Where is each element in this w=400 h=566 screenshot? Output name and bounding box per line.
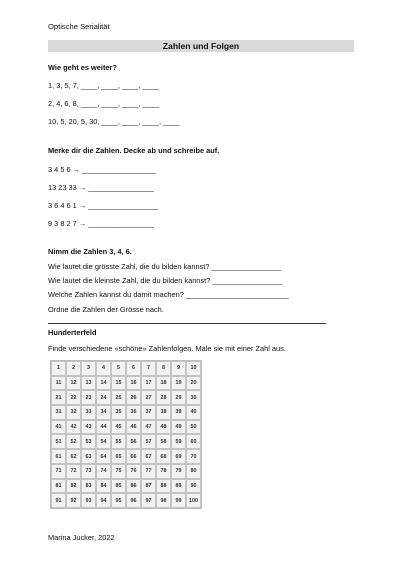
hundred-field-cell[interactable]: 28	[156, 390, 171, 405]
question-line: Wie lautet die kleinste Zahl, die du bilden kannst? _________________	[48, 276, 283, 285]
hundred-field-cell[interactable]: 89	[171, 479, 186, 494]
hundred-field-cell[interactable]: 10	[186, 361, 201, 376]
hundred-field-cell[interactable]: 15	[111, 376, 126, 391]
hundred-field-cell[interactable]: 93	[81, 493, 96, 508]
hundred-field-cell[interactable]: 99	[171, 493, 186, 508]
hundred-field-cell[interactable]: 11	[51, 376, 66, 391]
page-title: Zahlen und Folgen	[162, 41, 240, 51]
memory-item: 13 23 33 → ________________	[48, 183, 155, 192]
hundred-field-cell[interactable]: 71	[51, 464, 66, 479]
hundred-field-cell[interactable]: 53	[81, 434, 96, 449]
hundred-field-cell[interactable]: 32	[66, 405, 81, 420]
hundred-field-cell[interactable]: 60	[186, 434, 201, 449]
hundred-field-cell[interactable]: 12	[66, 376, 81, 391]
memory-item: 9 3 8 2 7 → ________________	[48, 219, 155, 228]
hundred-field-cell[interactable]: 4	[96, 361, 111, 376]
hundred-field-cell[interactable]: 75	[111, 464, 126, 479]
hundred-field-cell[interactable]: 84	[96, 479, 111, 494]
hundred-field-cell[interactable]: 2	[66, 361, 81, 376]
hundred-field-cell[interactable]: 97	[141, 493, 156, 508]
hundred-field-cell[interactable]: 48	[156, 420, 171, 435]
hundred-field-cell[interactable]: 42	[66, 420, 81, 435]
hundred-field-cell[interactable]: 40	[186, 405, 201, 420]
hundred-field-cell[interactable]: 7	[141, 361, 156, 376]
memory-item: 3 6 4 6 1 → _________________	[48, 201, 159, 210]
hundred-field-cell[interactable]: 50	[186, 420, 201, 435]
hundred-field-cell[interactable]: 64	[96, 449, 111, 464]
hundred-field-cell[interactable]: 61	[51, 449, 66, 464]
hundred-field-cell[interactable]: 20	[186, 376, 201, 391]
hundred-field-cell[interactable]: 14	[96, 376, 111, 391]
hundred-field-cell[interactable]: 34	[96, 405, 111, 420]
hundred-field-cell[interactable]: 65	[111, 449, 126, 464]
section-heading-hundred-field: Hunderterfeld	[48, 328, 97, 337]
document-header: Optische Serialität	[48, 22, 110, 31]
hundred-field-cell[interactable]: 95	[111, 493, 126, 508]
question-line: Ordne die Zahlen der Grösse nach.	[48, 305, 164, 314]
hundred-field-cell[interactable]: 59	[171, 434, 186, 449]
hundred-field-cell[interactable]: 13	[81, 376, 96, 391]
hundred-field-cell[interactable]: 23	[81, 390, 96, 405]
hundred-field-cell[interactable]: 92	[66, 493, 81, 508]
hundred-field-cell[interactable]: 74	[96, 464, 111, 479]
hundred-field-cell[interactable]: 25	[111, 390, 126, 405]
hundred-field-cell[interactable]: 21	[51, 390, 66, 405]
hundred-field-cell[interactable]: 52	[66, 434, 81, 449]
question-line: Wie lautet die grösste Zahl, die du bilden kannst? _________________	[48, 262, 282, 271]
section-heading-continue: Wie geht es weiter?	[48, 63, 117, 72]
hundred-field-cell[interactable]: 43	[81, 420, 96, 435]
hundred-field-cell[interactable]: 76	[126, 464, 141, 479]
hundred-field-cell[interactable]: 91	[51, 493, 66, 508]
hundred-field-cell[interactable]: 31	[51, 405, 66, 420]
hundred-field-cell[interactable]: 33	[81, 405, 96, 420]
hundred-field-cell[interactable]: 100	[186, 493, 201, 508]
hundred-field-cell[interactable]: 3	[81, 361, 96, 376]
hundred-field-cell[interactable]: 41	[51, 420, 66, 435]
hundred-field-cell[interactable]: 57	[141, 434, 156, 449]
hundred-field-cell[interactable]: 45	[111, 420, 126, 435]
hundred-field-cell[interactable]: 18	[156, 376, 171, 391]
hundred-field-cell[interactable]: 79	[171, 464, 186, 479]
hundred-field-cell[interactable]: 19	[171, 376, 186, 391]
hundred-field-cell[interactable]: 88	[156, 479, 171, 494]
memory-item: 3 4 5 6 → __________________	[48, 165, 157, 174]
hundred-field-cell[interactable]: 77	[141, 464, 156, 479]
document-footer: Marina Jucker, 2022	[48, 533, 115, 542]
hundred-field-cell[interactable]: 44	[96, 420, 111, 435]
question-line: Welche Zahlen kannst du damit machen? _________________________	[48, 290, 289, 299]
hundred-field-cell[interactable]: 49	[171, 420, 186, 435]
section-divider	[48, 323, 326, 324]
hundred-field-cell[interactable]: 46	[126, 420, 141, 435]
hundred-field-cell[interactable]: 98	[156, 493, 171, 508]
hundred-field-cell[interactable]: 94	[96, 493, 111, 508]
hundred-field-cell[interactable]: 63	[81, 449, 96, 464]
sequence-line: 2, 4, 6, 8, ____, ____, ____, ____	[48, 99, 159, 108]
hundred-field-cell[interactable]: 96	[126, 493, 141, 508]
section-heading-numbers: Nimm die Zahlen 3, 4, 6.	[48, 247, 132, 256]
hundred-field-cell[interactable]: 54	[96, 434, 111, 449]
title-bar	[48, 40, 354, 52]
hundred-field-cell[interactable]: 27	[141, 390, 156, 405]
hundred-field-cell[interactable]: 87	[141, 479, 156, 494]
hundred-field-cell[interactable]: 73	[81, 464, 96, 479]
hundred-field-cell[interactable]: 55	[111, 434, 126, 449]
sequence-line: 10, 5, 20, 5, 30, ____, ____, ____, ____	[48, 117, 180, 126]
hundred-field-cell[interactable]: 24	[96, 390, 111, 405]
hundred-field-cell[interactable]: 69	[171, 449, 186, 464]
hundred-field-cell[interactable]: 85	[111, 479, 126, 494]
hundred-field-cell[interactable]: 38	[156, 405, 171, 420]
hundred-field-cell[interactable]: 68	[156, 449, 171, 464]
hundred-field-cell[interactable]: 82	[66, 479, 81, 494]
hundred-field-cell[interactable]: 56	[126, 434, 141, 449]
hundred-field-cell[interactable]: 36	[126, 405, 141, 420]
hundred-field-cell[interactable]: 70	[186, 449, 201, 464]
hundred-field-cell[interactable]: 66	[126, 449, 141, 464]
sequence-line: 1, 3, 5, 7, ____, ____, ____, ____	[48, 81, 159, 90]
hundred-field-cell[interactable]: 51	[51, 434, 66, 449]
hundred-field-cell[interactable]: 1	[51, 361, 66, 376]
hundred-field-cell[interactable]: 17	[141, 376, 156, 391]
hundred-field-cell[interactable]: 80	[186, 464, 201, 479]
hundred-field-cell[interactable]: 58	[156, 434, 171, 449]
hundred-field-cell[interactable]: 47	[141, 420, 156, 435]
hundred-field-cell[interactable]: 26	[126, 390, 141, 405]
hundred-field-instruction: Finde verschiedene «schöne» Zahlenfolgen. Male sie mit einer Zahl aus.	[48, 344, 286, 353]
hundred-field-cell[interactable]: 30	[186, 390, 201, 405]
hundred-field-grid	[50, 360, 202, 509]
hundred-field-cell[interactable]: 37	[141, 405, 156, 420]
section-heading-memorize: Merke dir die Zahlen. Decke ab und schreibe auf.	[48, 146, 220, 155]
hundred-field-cell[interactable]: 8	[156, 361, 171, 376]
hundred-field-cell[interactable]: 35	[111, 405, 126, 420]
hundred-field-cell[interactable]: 22	[66, 390, 81, 405]
hundred-field-cell[interactable]: 29	[171, 390, 186, 405]
hundred-field-cell[interactable]: 90	[186, 479, 201, 494]
hundred-field-cell[interactable]: 6	[126, 361, 141, 376]
hundred-field-cell[interactable]: 5	[111, 361, 126, 376]
hundred-field-cell[interactable]: 86	[126, 479, 141, 494]
hundred-field-cell[interactable]: 16	[126, 376, 141, 391]
hundred-field-cell[interactable]: 81	[51, 479, 66, 494]
hundred-field-cell[interactable]: 67	[141, 449, 156, 464]
hundred-field-cell[interactable]: 62	[66, 449, 81, 464]
hundred-field-cell[interactable]: 83	[81, 479, 96, 494]
hundred-field-cell[interactable]: 78	[156, 464, 171, 479]
hundred-field-cell[interactable]: 72	[66, 464, 81, 479]
hundred-field-cell[interactable]: 9	[171, 361, 186, 376]
hundred-field-cell[interactable]: 39	[171, 405, 186, 420]
